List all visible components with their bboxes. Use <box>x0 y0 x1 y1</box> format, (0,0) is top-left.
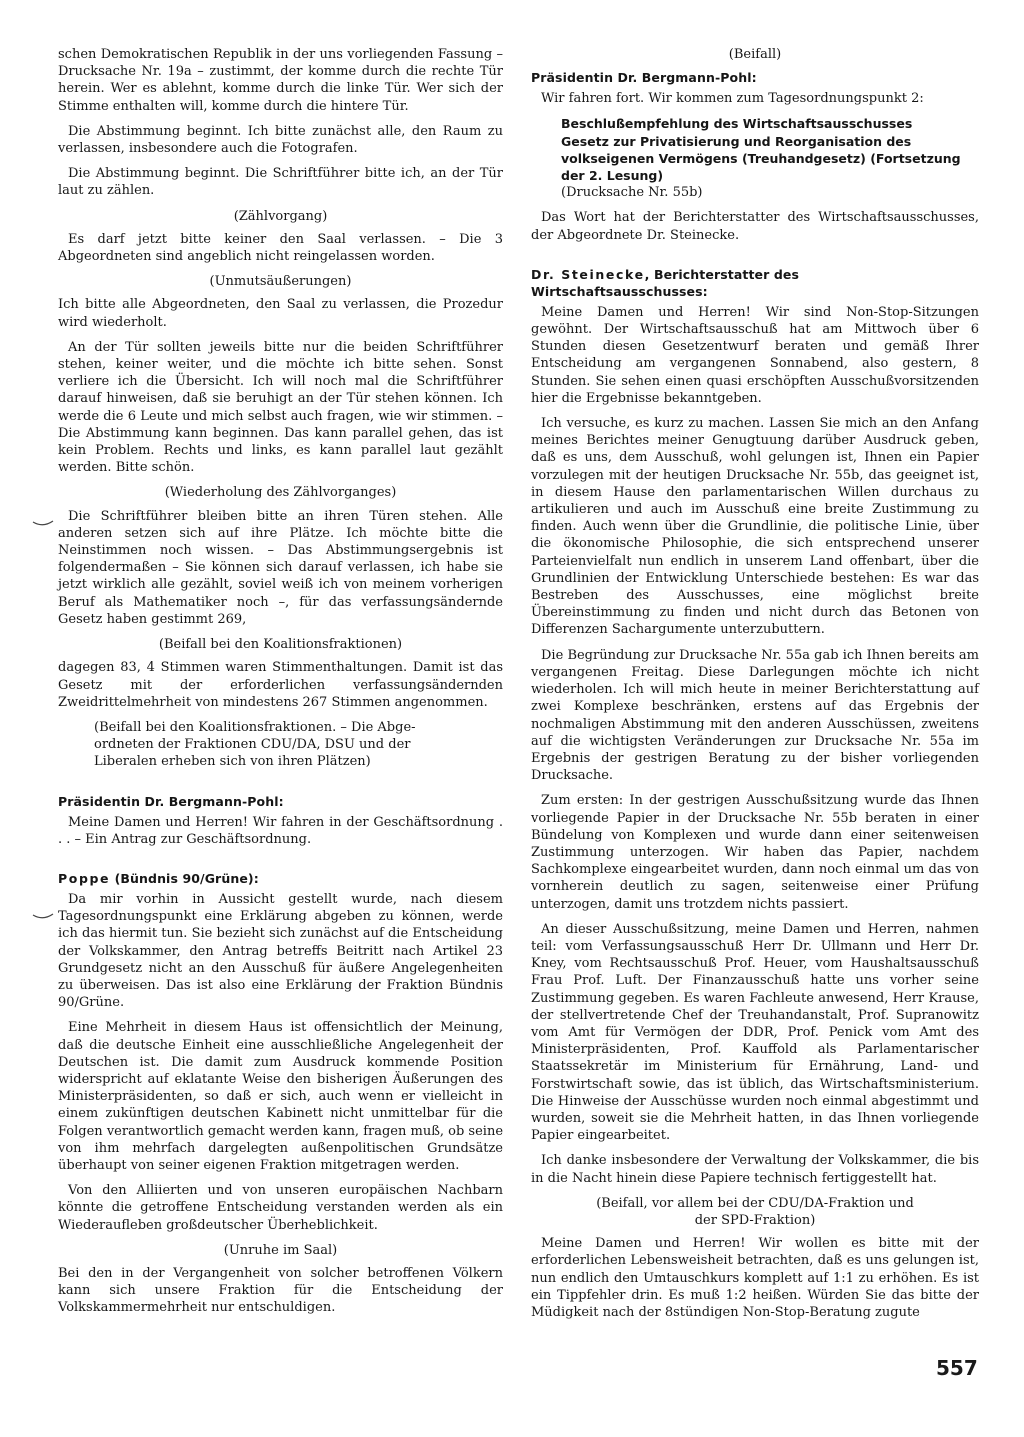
paragraph: Die Schriftführer bleiben bitte an ihren Türen stehen. Alle anderen setzen sich auf ihre Plätze. Ich möchte bitte die Neinstimmen noch wissen. – Das Abstimmungsergebnis ist folgendermaßen – Sie können sich darauf verlassen, ich habe sie jetzt wirklich alle gezählt, soviel weiß ich von meinem vorherigen Beruf als Mathematiker noch –, für das verfassungsändernde Gesetz haben gestimmt 269, <box>58 508 503 627</box>
stage-direction-line: Liberalen erheben sich von ihren Plätzen) <box>94 754 371 770</box>
right-column <box>531 46 979 1329</box>
stage-direction: (Unruhe im Saal) <box>223 1242 338 1258</box>
paragraph: Ich danke insbesondere der Verwaltung der Volkskammer, die bis in die Nacht hinein diese Papiere technisch fertiggestellt hat. <box>531 1153 979 1186</box>
stage-direction-line: ordneten der Fraktionen CDU/DA, DSU und der <box>94 737 411 753</box>
agenda-document-number: (Drucksache Nr. 55b) <box>561 185 703 201</box>
paragraph: An dieser Ausschußsitzung, meine Damen und Herren, nahmen teil: vom Verfassungsausschuß Herr Dr. Ullmann und Herr Dr. Kney, vom Rechtsausschuß Prof. Heuer, vom Haushaltsausschuß Frau Prof. Luft. Der Finanzausschuß hatte uns vorher seine Zustimmung gegeben. Es waren Fachleute anwesend, Herr Krause, der stellvertretende Chef der Treuhandanstalt, Prof. Supranowitz vom Amt für Vermögen der DDR, Prof. Penick vom Amt des Ministerpräsidenten, Prof. Kauffold als Parlamentarischer Staatssekretär im Ministerium für Ernährung, Land- und Forstwirtschaft sowie, das ist üblich, das Wirtschaftsministerium. Die Hinweise der Ausschüsse wurden noch einmal abgestimmt und wurden, soweit sie die Mehrheit hatten, in das Ihnen vorliegende Papier eingearbeitet. <box>531 921 979 1144</box>
speaker-name: Dr. Steinecke <box>531 266 645 282</box>
stage-direction: (Beifall bei den Koalitionsfraktionen) <box>158 637 403 653</box>
speaker-heading <box>58 870 503 887</box>
agenda-law-title: Gesetz zur Privatisierung und Reorganisation des volkseigenen Vermögens (Treuhandgesetz) (Fortsetzung der 2. Lesung) <box>561 133 961 184</box>
stage-direction-line: (Beifall, vor allem bei der CDU/DA-Fraktion und <box>596 1195 914 1211</box>
paragraph: Es darf jetzt bitte keiner den Saal verlassen. – Die 3 Abgeordneten sind angeblich nicht reingelassen worden. <box>58 231 503 265</box>
speaker-affiliation: (Bündnis 90/Grüne): <box>110 870 259 886</box>
paragraph: Meine Damen und Herren! Wir wollen es bitte mit der erforderlichen Lebensweisheit betrachten, daß es uns gelungen ist, nun endlich den Umtauschkurs komplett auf 1:1 zu erhöhen. Es ist ein Tippfehler drin. Es muß 1:2 heißen. Würden Sie das bitte der Müdigkeit nach der 8stündigen Non-Stop-Beratung zugute <box>531 1236 979 1320</box>
paragraph: Zum ersten: In der gestrigen Ausschußsitzung wurde das Ihnen vorliegende Papier in der Drucksache Nr. 55b beraten in einer Bündelung von Komplexen und wurde dann einer seitenweisen Zustimmung unterzogen. Wir haben das Papier, nachdem Sachkomplexe eingearbeitet wurden, dann noch einmal um das von vornherein deutlich zu sagen, seitenweise einer Prüfung unterzogen, damit uns trotzdem nichts passiert. <box>531 793 979 912</box>
paragraph: An der Tür sollten jeweils bitte nur die beiden Schriftführer stehen, keiner weiter, und die möchte ich bitte sehen. Sonst verliere ich die Übersicht. Ich will noch mal die Schriftführer darauf hinweisen, daß sie beruhigt an der Tür stehen können. Ich werde die 6 Leute und mich selbst auch fragen, wie wir stimmen. – Die Abstimmung kann beginnen. Das kann parallel gehen, das ist kein Problem. Rechts und links, es kann parallel laut gezählt werden. Bitte schön. <box>58 339 503 476</box>
paragraph: Bei den in der Vergangenheit von solcher betroffenen Völkern kann sich unsere Fraktion für die Entscheidung der Volkskammermehrheit nur entschuldigen. <box>58 1265 503 1316</box>
paragraph: Meine Damen und Herren! Wir sind Non-Stop-Sitzungen gewöhnt. Der Wirtschaftsausschuß hat am Mittwoch über 6 Stunden diesen Gesetzentwurf beraten und gemäß Ihrer Entscheidung am vergangenen Sonnabend, also gestern, 8 Stunden. Sie sehen einen quasi erschöpften Ausschußvorsitzenden hier die Ergebnisse bekanntgeben. <box>531 304 979 406</box>
paragraph: Da mir vorhin in Aussicht gestellt wurde, nach diesem Tagesordnungspunkt eine Erklärung abgeben zu können, werde ich das hiermit tun. Sie bezieht sich zunächst auf die Entscheidung der Volkskammer, den Antrag betreffs Beitritt nach Artikel 23 Grundgesetz nicht an den Ausschuß für äußere Angelegenheiten zu überweisen. Das ist also eine Erklärung der Fraktion Bündnis 90/Grüne. <box>58 891 503 1011</box>
agenda-item <box>561 115 979 201</box>
paragraph: Ich bitte alle Abgeordneten, den Saal zu verlassen, die Prozedur wird wiederholt. <box>58 297 503 330</box>
paragraph: Wir fahren fort. Wir kommen zum Tagesordnungspunkt 2: <box>541 91 924 107</box>
paragraph: Ich versuche, es kurz zu machen. Lassen Sie mich an den Anfang meines Berichtes meiner Genugtuung darüber Ausdruck geben, daß es uns, dem Ausschuß, wohl gelungen ist, Ihnen ein Papier vorzulegen mit der heutigen Drucksache Nr. 55b, das geeignet ist, in diesem Hause den parlamentarischen Willen durchaus zu artikulieren und auch im Ausschuß eine breite Zustimmung zu finden. Auch wenn über die Grundlinie, die politische Linie, über die ökonomische Philosophie, die sich entsprechend unserer Parteienvielfalt nun endlich in unserem Land offenbart, über die Grundlinien der Entwicklung Unterschiede bestehen: Es war das Bestreben des Ausschusses, eine möglichst breite Übereinstimmung zu finden und nicht durch das Betonen von Differenzen Sachargumente unterzubuttern. <box>531 416 979 638</box>
stage-direction: (Unmutsäußerungen) <box>209 274 352 290</box>
paragraph: Von den Alliierten und von unseren europäischen Nachbarn könnte die getroffene Entscheidung verstanden werden als ein Wiederaufleben großdeutscher Überheblichkeit. <box>58 1183 503 1233</box>
margin-tick-mark <box>32 520 54 528</box>
paragraph: Die Abstimmung beginnt. Ich bitte zunächst alle, den Raum zu verlassen, insbesondere auch die Fotografen. <box>58 123 503 157</box>
stage-direction-block <box>531 1195 979 1229</box>
stage-direction-line: (Beifall bei den Koalitionsfraktionen. – Die Abge- <box>94 719 416 735</box>
stage-direction: (Zählvorgang) <box>233 208 328 224</box>
paragraph: schen Demokratischen Republik in der uns vorliegenden Fassung – Drucksache Nr. 19a – zustimmt, der komme durch die rechte Tür herein. Wer es ablehnt, komme durch die linke Tür. Wer sich der Stimme enthalten will, komme durch die hintere Tür. <box>58 47 503 114</box>
speaker-name: Poppe <box>58 870 111 886</box>
speaker-heading <box>531 266 979 300</box>
paragraph: Eine Mehrheit in diesem Haus ist offensichtlich der Meinung, daß die deutsche Einheit eine ausschließliche Angelegenheit der Deutschen ist. Die damit zum Ausdruck kommende Position widerspricht auf eklatante Weise den bisherigen Äußerungen des Ministerpräsidenten, so daß er sich, auch wenn er vielleicht in einem zukünftigen deutschen Kabinett nicht unmittelbar für die Folgen verantwortlich gemacht werden kann, fragen muß, ob seine von ihm mehrfach dargelegten außenpolitischen Grundsätze überhaupt von seiner eigenen Fraktion mitgetragen werden. <box>58 1020 504 1173</box>
agenda-heading: Beschlußempfehlung des Wirtschaftsausschusses <box>561 116 913 132</box>
speaker-heading: Präsidentin Dr. Bergmann-Pohl: <box>531 70 757 86</box>
stage-direction: (Beifall) <box>728 47 782 62</box>
paragraph: Die Begründung zur Drucksache Nr. 55a gab ich Ihnen bereits am vergangenen Freitag. Diese Darlegungen möchte ich nicht wiederholen. Ich will mich heute in meiner Berichterstattung auf zwei Komplexe beschränken, erstens auf das Ergebnis der nochmaligen Abstimmung mit den anderen Ausschüssen, zweitens auf die wichtigsten Veränderungen zur Drucksache Nr. 55a im Ergebnis der gestrigen Beratung zu der bisher vorliegenden Drucksache. <box>531 647 979 784</box>
margin-tick-mark <box>32 913 54 921</box>
speaker-affiliation: , Berichterstatter des Wirtschaftsausschusses: <box>531 266 799 299</box>
paragraph: Das Wort hat der Berichterstatter des Wirtschaftsausschusses, der Abgeordnete Dr. Steinecke. <box>531 210 979 243</box>
left-column <box>58 46 503 1325</box>
paragraph: dagegen 83, 4 Stimmen waren Stimmenthaltungen. Damit ist das Gesetz mit der erforderlichen verfassungsändernden Zweidrittelmehrheit von mindestens 267 Stimmen angenommen. <box>58 660 503 710</box>
stage-direction-line: der SPD-Fraktion) <box>694 1212 816 1228</box>
stage-direction: (Wiederholung des Zählvorganges) <box>164 485 397 501</box>
stage-direction-block <box>94 719 479 771</box>
paragraph: Meine Damen und Herren! Wir fahren in der Geschäftsordnung . . . – Ein Antrag zur Geschäftsordnung. <box>58 814 503 847</box>
speaker-heading: Präsidentin Dr. Bergmann-Pohl: <box>58 793 284 809</box>
page-number: 557 <box>936 1356 978 1380</box>
paragraph: Die Abstimmung beginnt. Die Schriftführer bitte ich, an der Tür laut zu zählen. <box>58 166 503 199</box>
